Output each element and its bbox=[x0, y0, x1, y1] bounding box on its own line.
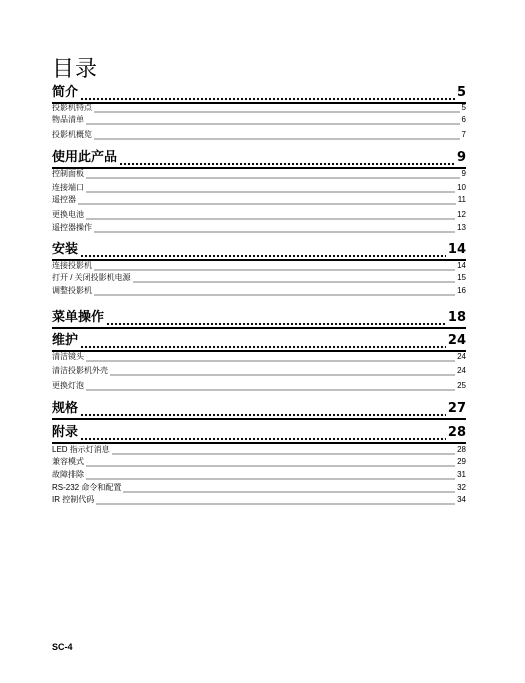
dot-leader bbox=[80, 424, 446, 442]
toc-entry[interactable] bbox=[52, 285, 466, 297]
dot-leader bbox=[80, 241, 446, 259]
dot-leader bbox=[86, 114, 460, 126]
dot-leader bbox=[94, 102, 460, 114]
toc-section-heading-page-number: 9 bbox=[456, 150, 466, 165]
toc-entry-label: 调整投影机 bbox=[52, 286, 92, 295]
dot-leader bbox=[78, 194, 456, 206]
toc-section-heading-label: 使用此产品 bbox=[52, 150, 118, 165]
toc-entry-label: 更换灯泡 bbox=[52, 381, 84, 390]
toc-entry[interactable] bbox=[52, 194, 466, 206]
toc-entry-label: 遥控器操作 bbox=[52, 223, 92, 232]
toc-entry-label: LED 指示灯消息 bbox=[52, 445, 110, 454]
dot-leader bbox=[86, 209, 455, 221]
dot-leader bbox=[80, 332, 446, 350]
toc-entry[interactable] bbox=[52, 114, 466, 126]
toc-entry-page-number: 14 bbox=[457, 261, 466, 270]
toc-entry[interactable] bbox=[52, 182, 466, 194]
dot-leader bbox=[86, 456, 455, 468]
toc-entry-label: 兼容模式 bbox=[52, 457, 84, 466]
toc-section-heading[interactable] bbox=[52, 241, 466, 259]
toc-entry-page-number: 24 bbox=[457, 366, 466, 375]
dot-leader bbox=[123, 482, 455, 494]
dot-leader bbox=[94, 285, 455, 297]
toc-section-heading-label: 菜单操作 bbox=[52, 310, 105, 325]
toc-entry-page-number: 29 bbox=[457, 457, 466, 466]
toc-section-heading[interactable] bbox=[52, 84, 466, 102]
dot-leader bbox=[106, 309, 446, 327]
dot-leader bbox=[86, 182, 455, 194]
toc-section-heading-label: 规格 bbox=[52, 401, 79, 416]
toc-entry-page-number: 11 bbox=[457, 195, 466, 204]
toc-section-heading-page-number: 14 bbox=[447, 242, 466, 257]
toc-entry-label: 投影机概览 bbox=[52, 130, 92, 139]
toc-entry[interactable] bbox=[52, 260, 466, 272]
toc-section-heading-page-number: 18 bbox=[447, 310, 466, 325]
toc-entry-label: 连接端口 bbox=[52, 183, 84, 192]
toc-section-heading[interactable] bbox=[52, 424, 466, 442]
toc-entry-page-number: 13 bbox=[457, 223, 466, 232]
toc-entry[interactable] bbox=[52, 222, 466, 234]
toc-section-heading-label: 维护 bbox=[52, 333, 79, 348]
dot-leader bbox=[119, 149, 455, 167]
toc-entry[interactable] bbox=[52, 380, 466, 392]
toc-entry-page-number: 32 bbox=[457, 483, 466, 492]
section-divider-line bbox=[52, 327, 466, 329]
dot-leader bbox=[86, 469, 455, 481]
toc-section-heading-label: 附录 bbox=[52, 425, 79, 440]
toc-section-heading-label: 简介 bbox=[52, 85, 79, 100]
toc-entry-label: 更换电池 bbox=[52, 210, 84, 219]
toc-entry-label: 投影机特点 bbox=[52, 103, 92, 112]
dot-leader bbox=[80, 400, 446, 418]
toc-entry[interactable] bbox=[52, 102, 466, 114]
toc-entry-page-number: 31 bbox=[457, 470, 466, 479]
dot-leader bbox=[110, 365, 455, 377]
toc-entry[interactable] bbox=[52, 456, 466, 468]
toc-entry-page-number: 9 bbox=[461, 169, 466, 178]
toc-entry-label: 清洁投影机外壳 bbox=[52, 366, 108, 375]
toc-entry[interactable] bbox=[52, 129, 466, 141]
section-divider-line bbox=[52, 418, 466, 420]
toc-entry-page-number: 5 bbox=[461, 103, 466, 112]
toc-entry-page-number: 10 bbox=[457, 183, 466, 192]
dot-leader bbox=[80, 84, 455, 102]
toc-section-heading[interactable] bbox=[52, 149, 466, 167]
toc-entry-label: 连接投影机 bbox=[52, 261, 92, 270]
toc-entry[interactable] bbox=[52, 272, 466, 284]
toc-section-heading[interactable] bbox=[52, 400, 466, 418]
dot-leader bbox=[94, 260, 455, 272]
toc-entry[interactable] bbox=[52, 494, 466, 506]
toc-entry-page-number: 7 bbox=[461, 130, 466, 139]
toc-entry-label: 遥控器 bbox=[52, 195, 76, 204]
toc-entry-page-number: 16 bbox=[457, 286, 466, 295]
toc-section-heading[interactable] bbox=[52, 332, 466, 350]
page-number-footer: SC-4 bbox=[52, 642, 73, 652]
toc-entry-label: 物品清单 bbox=[52, 115, 84, 124]
dot-leader bbox=[94, 129, 460, 141]
dot-leader bbox=[94, 222, 455, 234]
dot-leader bbox=[86, 380, 455, 392]
toc-section-heading-page-number: 27 bbox=[447, 401, 466, 416]
page-title: 目录 bbox=[52, 57, 99, 82]
toc-entry-label: 清洁镜头 bbox=[52, 352, 84, 361]
toc-entry-label: IR 控制代码 bbox=[52, 495, 95, 504]
toc-entry[interactable] bbox=[52, 444, 466, 456]
dot-leader bbox=[112, 444, 455, 456]
toc-entry-page-number: 6 bbox=[461, 115, 466, 124]
toc-section-heading-label: 安装 bbox=[52, 242, 79, 257]
toc-entry-label: 故障排除 bbox=[52, 470, 84, 479]
toc-entry-page-number: 28 bbox=[457, 445, 466, 454]
dot-leader bbox=[86, 351, 455, 363]
toc-section-heading[interactable] bbox=[52, 309, 466, 327]
dot-leader bbox=[133, 272, 455, 284]
toc-entry-page-number: 25 bbox=[457, 381, 466, 390]
toc-section-heading-page-number: 5 bbox=[456, 85, 466, 100]
toc-entry[interactable] bbox=[52, 469, 466, 481]
toc-entry-page-number: 12 bbox=[457, 210, 466, 219]
toc-entry[interactable] bbox=[52, 209, 466, 221]
toc-entry[interactable] bbox=[52, 482, 466, 494]
toc-section-heading-page-number: 28 bbox=[447, 425, 466, 440]
toc-entry-label: 打开 / 关闭投影机电源 bbox=[52, 273, 131, 282]
toc-entry-page-number: 34 bbox=[457, 495, 466, 504]
toc-entry-label: 控制面板 bbox=[52, 169, 84, 178]
toc-entry-page-number: 24 bbox=[457, 352, 466, 361]
toc-entry-label: RS-232 命令和配置 bbox=[52, 483, 122, 492]
toc-entry[interactable] bbox=[52, 351, 466, 363]
toc-entry[interactable] bbox=[52, 168, 466, 180]
dot-leader bbox=[96, 494, 455, 506]
toc-entry-page-number: 15 bbox=[457, 273, 466, 282]
toc-section-heading-page-number: 24 bbox=[447, 333, 466, 348]
toc-entry[interactable] bbox=[52, 365, 466, 377]
dot-leader bbox=[86, 168, 460, 180]
